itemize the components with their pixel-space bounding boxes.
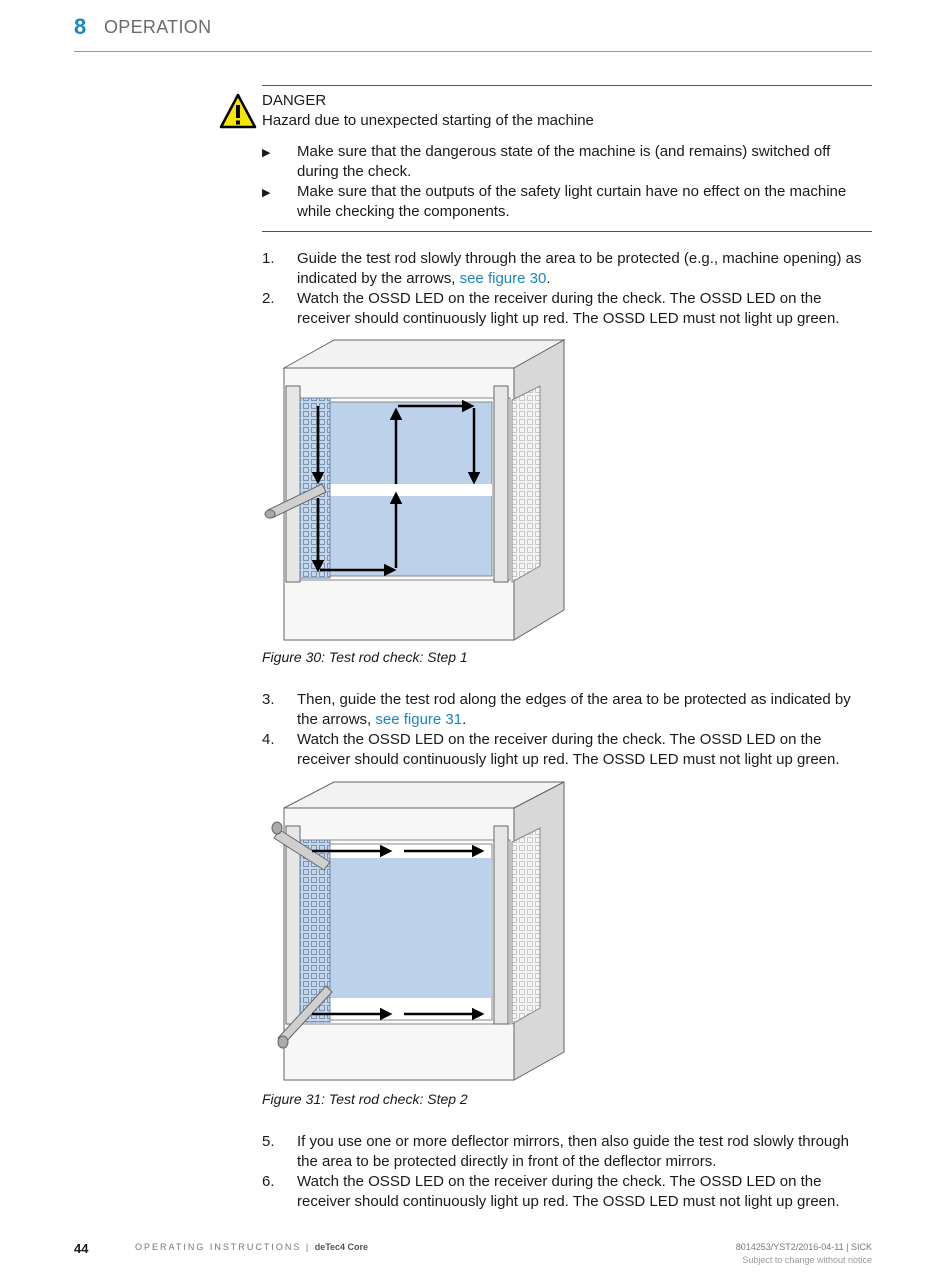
warning-triangle-icon (219, 93, 257, 129)
figure-30-illustration (262, 338, 572, 642)
chapter-number: 8 (74, 14, 87, 39)
figure-link[interactable]: see figure 30 (459, 270, 547, 287)
step-text: Watch the OSSD LED on the receiver during the check. The OSSD LED on the receiver should continuously light up red. The OSSD LED must not light up green. (297, 1173, 840, 1210)
figure-caption: Figure 30: Test rod check: Step 1 (262, 649, 468, 665)
step-text: Watch the OSSD LED on the receiver during the check. The OSSD LED on the receiver should continuously light up red. The OSSD LED must not light up green. (297, 290, 840, 327)
figure-caption: Figure 31: Test rod check: Step 2 (262, 1091, 468, 1107)
header-divider (74, 51, 872, 52)
footer-notice: Subject to change without notice (742, 1255, 872, 1265)
figure-31-illustration (262, 780, 572, 1084)
chapter-title: OPERATION (104, 17, 212, 37)
danger-divider-top (262, 85, 872, 86)
danger-bullet-2: Make sure that the outputs of the safety light curtain have no effect on the machine while checking the components. (297, 183, 847, 220)
step-number: 2. (262, 290, 275, 307)
footer-doc-id: 8014253/YST2/2016-04-11 | SICK (735, 1242, 872, 1252)
danger-title: DANGER (262, 92, 327, 109)
page-number: 44 (74, 1241, 89, 1256)
footer-doc-type: OPERATING INSTRUCTIONS | deTec4 Core (135, 1242, 369, 1252)
step-number: 3. (262, 691, 275, 708)
step-text: Watch the OSSD LED on the receiver during the check. The OSSD LED on the receiver should continuously light up red. The OSSD LED must not light up green. (297, 731, 840, 768)
step-number: 1. (262, 250, 275, 267)
step-text: Then, guide the test rod along the edges of the area to be protected as indicated by the arrows, see figure 31. (297, 691, 851, 728)
step-text: Guide the test rod slowly through the area to be protected (e.g., machine opening) as indicated by the arrows, see figure 30. (297, 250, 862, 287)
step-text: If you use one or more deflector mirrors, then also guide the test rod slowly through the area to be protected directly in front of the deflector mirrors. (297, 1133, 849, 1170)
step-number: 6. (262, 1173, 275, 1190)
figure-link[interactable]: see figure 31 (375, 711, 463, 728)
danger-divider-bottom (262, 231, 872, 232)
danger-bullet-1: Make sure that the dangerous state of the machine is (and remains) switched off during the check. (297, 143, 831, 180)
bullet-arrow-icon: ▶ (262, 147, 271, 159)
step-number: 5. (262, 1133, 275, 1150)
step-number: 4. (262, 731, 275, 748)
bullet-arrow-icon: ▶ (262, 187, 271, 199)
danger-subtitle: Hazard due to unexpected starting of the machine (262, 112, 594, 129)
